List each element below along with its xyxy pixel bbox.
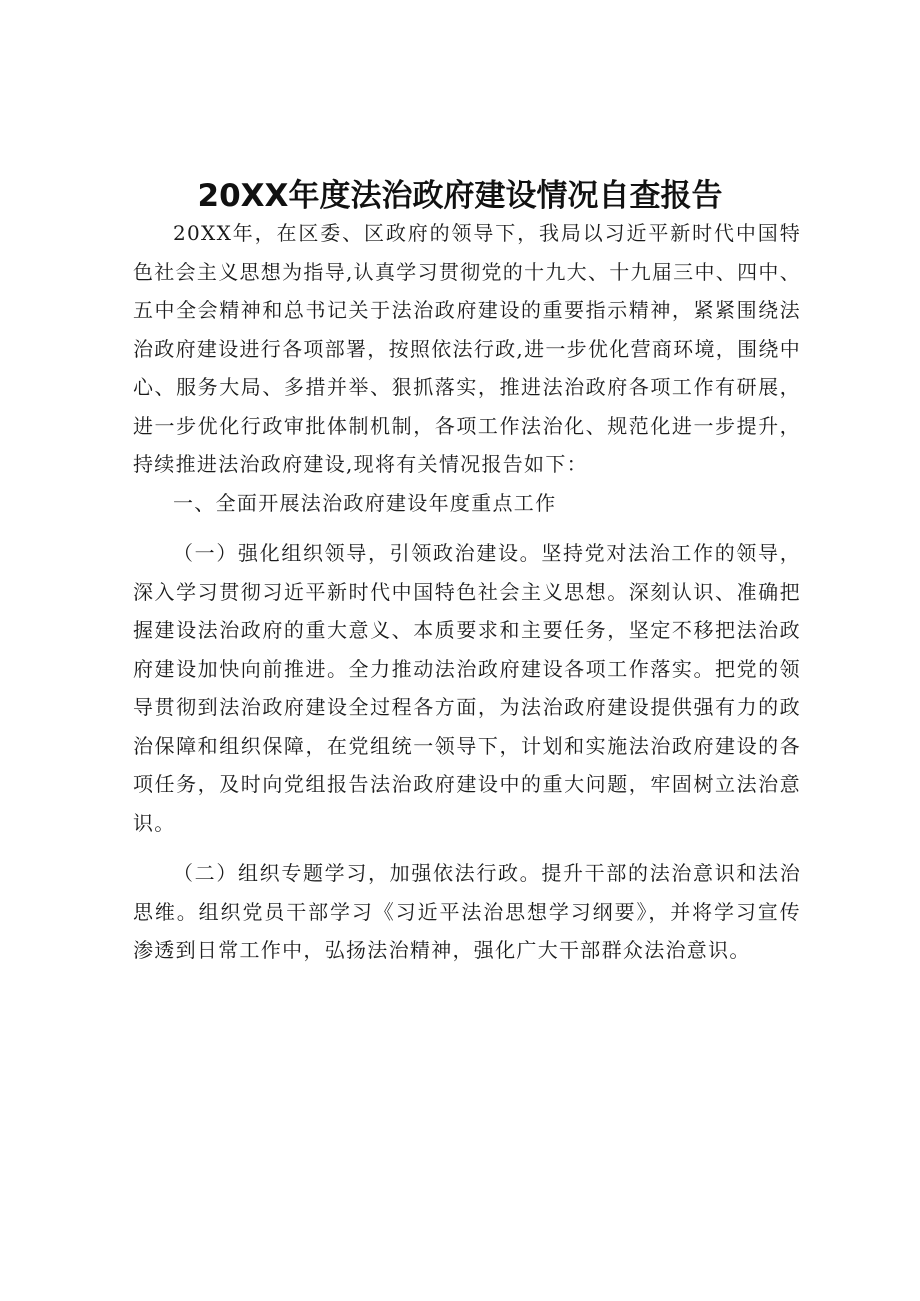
subsection-paragraph-2: （二）组织专题学习，加强依法行政。提升干部的法治意识和法治思维。组织党员干部学习《习近平法治思想学习纲要》，并将学习宣传渗透到日常工作中，弘扬法治精神，强化广大干部群众法治意识。 xyxy=(133,861,801,962)
intro-paragraph: 20XX年，在区委、区政府的领导下，我局以习近平新时代中国特色社会主义思想为指导,认真学习贯彻党的十九大、十九届三中、四中、五中全会精神和总书记关于法治政府建设的重要指示精神，紧紧围绕法治政府建设进行各项部署，按照依法行政,进一步优化营商环境，围绕中心、服务大局、多措并举、狠抓落实，推进法治政府各项工作有研展，进一步优化行政审批体制机制，各项工作法治化、规范化进一步提升，持续推进法治政府建设,现将有关情况报告如下： xyxy=(133,221,801,476)
document-body xyxy=(133,214,801,970)
section-heading-1: 一、全面开展法治政府建设年度重点工作 xyxy=(173,490,557,515)
subsection-paragraph-1: （一）强化组织领导，引领政治建设。坚持党对法治工作的领导，深入学习贯彻习近平新时代中国特色社会主义思想。深刻认识、准确把握建设法治政府的重大意义、本质要求和主要任务，坚定不移把法治政府建设加快向前推进。全力推动法治政府建设各项工作落实。把党的领导贯彻到法治政府建设全过程各方面，为法治政府建设提供强有力的政治保障和组织保障，在党组统一领导下，计划和实施法治政府建设的各项任务，及时向党组报告法治政府建设中的重大问题，牢固树立法治意识。 xyxy=(133,541,801,835)
document-title: 20XX年度法治政府建设情况自查报告 xyxy=(197,178,723,214)
